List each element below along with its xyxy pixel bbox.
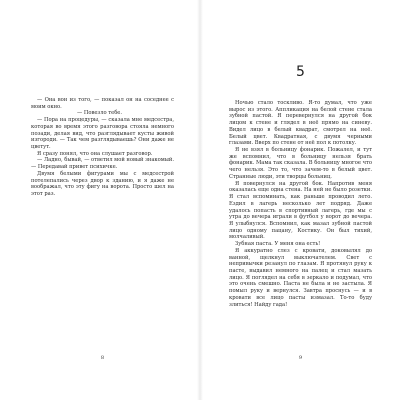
- paragraph: Я сразу понял, что она слушает разговор.: [37, 150, 153, 157]
- left-page-text: [31, 97, 174, 198]
- paragraph: Зубная паста. У меня она есть!: [235, 241, 321, 248]
- chapter-number: 5: [296, 64, 305, 80]
- right-page: [200, 0, 400, 400]
- paragraph: Я не взял в больницу фонарик. Пожалел, и тут же вспомнил, что в больницу нельзя брать фонарик. Мама так сказала. В больницу многое что чего нельзя. Это то, что зачем-то в белый цвет. Странные люди, эти творцы больниц.: [229, 147, 372, 180]
- paragraph: Двумя белыми фигурами мы с медсестрой потелепались через двор к зданию, и я даже не воображал, что эту фигу на ворота. Просто шел на этот раз.: [31, 170, 174, 198]
- paragraph: Я повернулся на другой бок. Напротив меня оказалась еще одна стена. На ней не было розетки. Я стал вспоминать, как раньше проводил лето. Ездил в лагерь несколько лет подряд. Даже удалось попасть в спортивный лагерь, где мы с утра до вечера играли в футбол у ворот до вечера. Я улыбнулся. Вспомнил, как мазал зубной пастой лицо одному пацану, Костику. Он был тихий, молчаливый.: [229, 180, 372, 241]
- paragraph: — Она вон из того, — показал он на соседнее с моим окно.: [31, 97, 174, 110]
- page-number: 8: [100, 355, 105, 361]
- paragraph: Ночью стало тоскливо. Я-то думал, что уже вырос из этого. Аппликация на белой стене стала зубной пастой. Я перевернулся на другой бок лицом к стене и глядел в неё прямо на синеву. Видел лицо в белый квадрат, смотрел на неё. Белый цвет. Квадратная, с двумя черными глазами. Вверх по стене от неё пол к потолку.: [229, 100, 372, 147]
- paragraph: Я аккуратно слез с кровати, доковылял до ванной, щелкнул выключателем. Свет с непривычки резанул по глазам. Я протянул руку к пасте, выдавил немного на палец и стал мазать лицо. Я поглядел на себя в зеркало и подумал, что это очень смешно. Паста не была и не застыла. Я помыл руку и вернулся. Завтра проснусь — и в кровати все лицо пасты измазал. То-то буду злиться! Найду гада!: [229, 247, 372, 308]
- page-number: 9: [298, 355, 303, 361]
- paragraph: — Ладно, бывай, — ответил мой новый знакомый. — Передавай привет психичке.: [31, 157, 175, 171]
- right-page-text: [229, 100, 372, 308]
- paragraph: — Повезло тебе.: [77, 110, 123, 117]
- paragraph: — Пора на процедуры, — сказала мне медсестра, которая во время этого разговора стояла немного позади, делая вид, что разглядывает кусты живой изгороди. — Так чем разглядываешь? Они даже не цветут.: [31, 117, 174, 151]
